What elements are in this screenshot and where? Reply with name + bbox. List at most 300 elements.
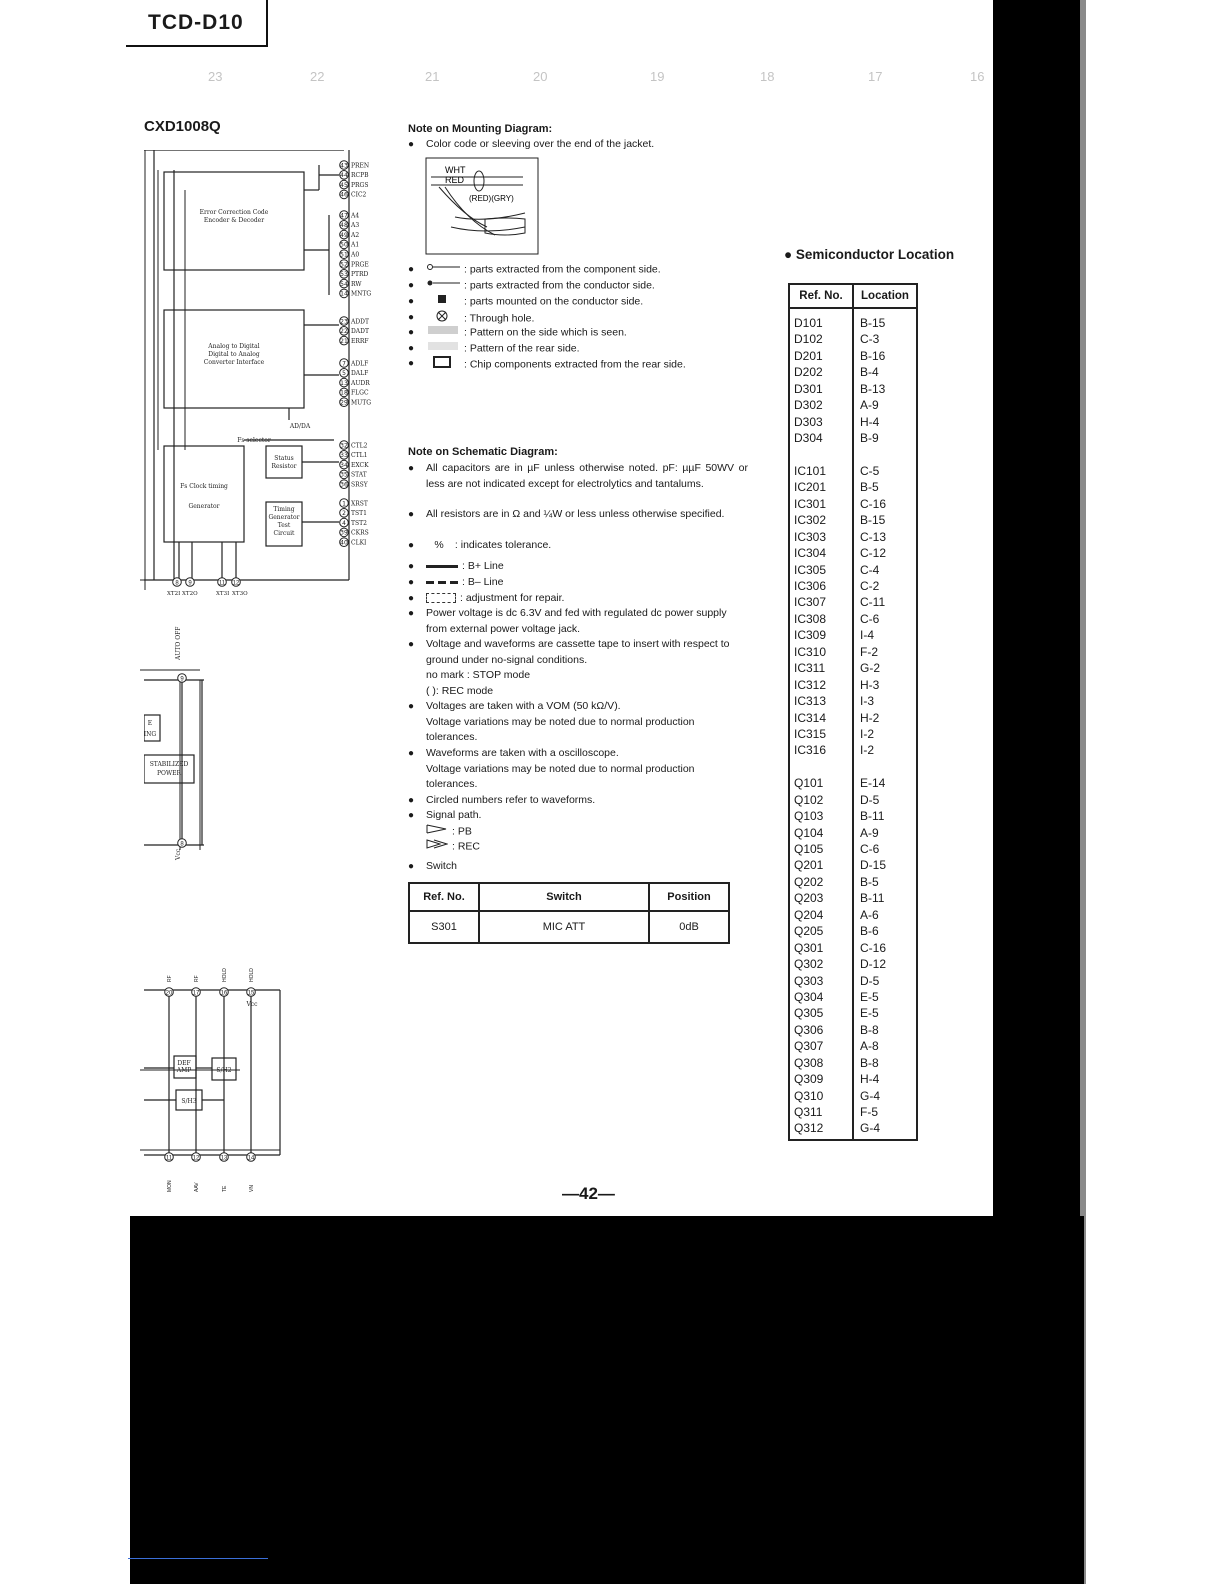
- pin-name: A3: [351, 222, 360, 230]
- pin-number: 53: [340, 271, 348, 279]
- ic-pin: [340, 388, 369, 397]
- schematic-notes-title: Note on Schematic Diagram:: [408, 446, 558, 458]
- pin-number: 12: [192, 1155, 200, 1162]
- pin-name: XRST: [351, 500, 368, 508]
- ic-pin: [340, 509, 367, 518]
- ic-pin: [340, 470, 367, 479]
- semi-location: C-11: [860, 595, 886, 610]
- semi-location: I-2: [860, 743, 875, 758]
- pin-name: DADT: [351, 328, 369, 336]
- ic-pin: [340, 359, 369, 368]
- adc-label-1: Analog to Digital: [208, 343, 260, 350]
- semiconductor-title-text: Semiconductor Location: [795, 247, 955, 262]
- pin-name: EXCK: [351, 461, 369, 469]
- pin-number: 13: [220, 1155, 228, 1162]
- pin-name: TST2: [351, 519, 367, 527]
- grid-number: 20: [533, 69, 548, 84]
- note-bplus: ● : B+ Line: [408, 560, 504, 572]
- semi-location: F-5: [860, 1105, 878, 1119]
- semi-ref: IC301: [794, 496, 827, 511]
- semi-location: I-3: [860, 694, 875, 709]
- switch-header-switch: Switch: [479, 883, 649, 911]
- semi-ref: Q104: [794, 825, 824, 840]
- semi-location: C-6: [860, 611, 880, 626]
- fs-selector-label: Fs selector: [237, 437, 271, 444]
- pin-number: 17: [192, 990, 200, 997]
- semi-ref: Q103: [794, 809, 824, 824]
- pin-number: 12: [232, 580, 240, 587]
- ic-pin: [165, 988, 174, 997]
- semiconductor-title: ● Semiconductor Location: [784, 247, 955, 262]
- semi-ref: Q102: [794, 792, 824, 807]
- adda-label: AD/DA: [289, 423, 311, 430]
- semi-location: B-15: [860, 513, 886, 528]
- mounting-item-text: : Chip components extracted from the rear side.: [464, 358, 686, 371]
- pb-text: : PB: [452, 825, 472, 838]
- pin-number: 40: [340, 539, 348, 547]
- def-amp-label-2: AMP: [176, 1067, 192, 1074]
- semi-location: A-6: [860, 907, 879, 922]
- mounting-item-text: : parts mounted on the conductor side.: [464, 295, 644, 308]
- mounting-item: ● : Chip components extracted from the rear side.: [408, 356, 748, 374]
- tolerance-text: : indicates tolerance.: [454, 539, 552, 551]
- conductor-mounted-icon: [426, 294, 460, 310]
- adc-label-3: Converter Interface: [203, 359, 265, 366]
- note-capacitors: ● All capacitors are in µF unless otherwise noted. pF: µµF 50WV or less are not indicated except for electrolytics and tantalums.: [408, 462, 748, 490]
- switch-ref: S301: [409, 911, 479, 943]
- semi-ref: IC310: [794, 644, 827, 659]
- ic-pin: [340, 378, 371, 387]
- pin-name: AUDR: [351, 379, 370, 387]
- semi-location: B-5: [860, 874, 879, 889]
- note-modes: no mark : STOP mode ( ): REC mode: [426, 669, 531, 697]
- ic-pin: [247, 988, 256, 997]
- semi-ref: D101: [794, 316, 823, 330]
- note-adjust: ● : adjustment for repair.: [408, 592, 565, 604]
- ic-title: CXD1008Q: [144, 118, 221, 135]
- switch-header-ref: Ref. No.: [409, 883, 479, 911]
- pin-number: 52: [340, 261, 348, 269]
- ic-pin: [340, 190, 367, 199]
- ic-pin: [220, 1153, 229, 1162]
- note-vom: ● Voltages are taken with a VOM (50 kΩ/V). Voltage variations may be noted due to normal production tolerances.: [408, 700, 695, 743]
- note-signal: ● Signal path.: [408, 809, 482, 821]
- pin-number: 29: [340, 399, 348, 407]
- semi-ref: Q306: [794, 1022, 824, 1037]
- semi-ref: D201: [794, 348, 823, 363]
- mounting-item: ● : Through hole.: [408, 310, 748, 328]
- grid-number: 16: [970, 69, 985, 84]
- pin-name: CIC2: [351, 191, 367, 199]
- pin-name: ADDT: [351, 318, 369, 326]
- ecc-label-1: Error Correction Code: [199, 209, 269, 216]
- wire-label-redgry: (RED)(GRY): [469, 194, 514, 203]
- mounting-item-text: : Pattern of the rear side.: [464, 342, 580, 355]
- bplus-text: : B+ Line: [462, 560, 504, 572]
- semi-ref: Q301: [794, 940, 824, 955]
- grid-number: 22: [310, 69, 325, 84]
- pin-name: XT3I: [216, 591, 230, 597]
- semi-ref: Q302: [794, 957, 824, 972]
- ic-pin: [247, 1153, 256, 1162]
- ic-pin: [340, 398, 372, 407]
- semi-ref: D303: [794, 414, 823, 429]
- pin-number: 1: [342, 500, 346, 508]
- chip-component-icon: [426, 356, 460, 374]
- def-amp-label-1: DEF: [177, 1060, 191, 1067]
- stabilized-label-2: POWER: [156, 770, 182, 777]
- semi-ref: Q308: [794, 1055, 824, 1070]
- semi-location: D-5: [860, 792, 880, 807]
- semi-location: B-11: [860, 809, 885, 824]
- switch-table: [408, 882, 730, 944]
- semi-ref: Q303: [794, 973, 824, 988]
- semi-location: C-13: [860, 529, 887, 544]
- wire-jacket-illustration: [425, 157, 539, 255]
- grid-number: 23: [208, 69, 223, 84]
- mounting-item-text: : parts extracted from the conductor side.: [464, 279, 655, 292]
- pin-number: 16: [220, 990, 228, 997]
- wire-label-red: RED: [445, 175, 465, 185]
- semi-ref: IC311: [794, 661, 826, 676]
- status-block: [266, 446, 302, 478]
- pin-number: 13: [340, 379, 348, 387]
- ic-pin: [340, 451, 368, 460]
- clock-block: [164, 446, 244, 542]
- clock-label-1: Fs Clock timing: [180, 483, 228, 490]
- pin-name: STAT: [351, 471, 367, 479]
- ic-pin: [340, 538, 367, 547]
- semi-ref: D304: [794, 431, 823, 446]
- semi-ref: Q310: [794, 1088, 824, 1103]
- semi-ref: D102: [794, 332, 823, 347]
- pin-number: 47: [340, 212, 348, 220]
- mounting-item-text: : Pattern on the side which is seen.: [464, 326, 627, 339]
- vcc-label: Vcc: [246, 1001, 258, 1008]
- semi-ref: IC305: [794, 562, 827, 577]
- semi-ref: IC316: [794, 743, 827, 758]
- semi-header-location: Location: [861, 290, 909, 302]
- ic-pin: [340, 260, 369, 269]
- semi-ref: Q201: [794, 858, 824, 873]
- mounting-item: ● : parts mounted on the conductor side.: [408, 295, 644, 308]
- status-label-1: Status: [274, 455, 294, 462]
- pin-label: AAV: [194, 1182, 200, 1192]
- pin-name: DALF: [351, 370, 369, 378]
- semi-ref: IC314: [794, 710, 827, 725]
- semi-ref: D301: [794, 381, 823, 396]
- pin-name: A4: [351, 212, 360, 220]
- bminus-text: : B– Line: [462, 576, 504, 588]
- semi-ref: D202: [794, 365, 823, 380]
- pin-name: MNTG: [351, 290, 372, 298]
- rec-text: : REC: [452, 840, 481, 853]
- mounting-item-text: : Through hole.: [464, 312, 535, 325]
- pin-name: PRGS: [351, 181, 369, 189]
- pin-name: A0: [351, 251, 360, 259]
- semi-location: B-4: [860, 365, 879, 380]
- semi-location: B-9: [860, 431, 879, 446]
- pin-number: 21: [340, 337, 348, 345]
- pin-number: 54: [340, 280, 348, 288]
- scan-edge-right: [993, 0, 1084, 1216]
- semi-ref: Q204: [794, 907, 824, 922]
- vcc-side-label: Vcc: [175, 848, 182, 860]
- semiconductor-table: [788, 283, 918, 1141]
- pin-name: ERRF: [351, 337, 369, 345]
- note-circled: ● Circled numbers refer to waveforms.: [408, 794, 596, 806]
- pin-name: TST1: [351, 510, 367, 518]
- ic-pin: [340, 480, 369, 489]
- ic-pin: [340, 528, 369, 537]
- note-waveforms: ● Waveforms are taken with a oscilloscope. Voltage variations may be noted due to normal production tolerances.: [408, 747, 695, 790]
- semi-ref: IC201: [794, 480, 827, 495]
- pin-label: RF: [194, 975, 200, 982]
- pin-name: CKRS: [351, 529, 369, 537]
- semi-location: C-12: [860, 546, 887, 561]
- pin-label: MON: [167, 1180, 173, 1192]
- semi-ref: Q309: [794, 1072, 824, 1087]
- ic-pin: [192, 1153, 201, 1162]
- adjust-symbol: [426, 593, 456, 603]
- ic-pin: [340, 327, 369, 336]
- pin-name: MUTG: [351, 399, 371, 407]
- wire-label-wht: WHT: [445, 165, 466, 175]
- pin-label: RF: [167, 975, 173, 982]
- pin-number: 35: [340, 471, 348, 479]
- ic-pin: [340, 270, 369, 279]
- tolerance-symbol: %: [434, 539, 444, 551]
- semi-location: B-16: [860, 348, 886, 363]
- pin-number: 51: [340, 251, 348, 259]
- pin-name: RW: [351, 280, 362, 288]
- pin-number: 22: [340, 328, 348, 336]
- semi-location: B-15: [860, 316, 886, 330]
- semi-ref: IC309: [794, 628, 827, 643]
- semi-ref: IC307: [794, 595, 827, 610]
- semi-location: C-6: [860, 842, 880, 856]
- pin-name: CTL2: [351, 442, 368, 450]
- model-name: TCD-D10: [148, 10, 244, 34]
- pin-name: FLGC: [351, 389, 369, 397]
- ic-pin: [340, 171, 369, 180]
- pin-name: ADLF: [351, 360, 369, 368]
- ic-pin: [165, 1153, 174, 1162]
- pin-number: 8: [180, 841, 184, 848]
- semi-ref: D302: [794, 398, 823, 413]
- pin-number: 4: [342, 519, 346, 527]
- ic-pin: [340, 279, 363, 288]
- semi-location: C-16: [860, 496, 887, 511]
- semi-location: A-9: [860, 398, 879, 413]
- mounting-item: ● : parts extracted from the component side.: [408, 263, 661, 276]
- ic-pin: [192, 988, 201, 997]
- stabilized-label-1: STABILIZED: [149, 761, 189, 768]
- pin-name: PTRD: [351, 271, 369, 279]
- pin-label: VN: [249, 1185, 255, 1192]
- pin-label: HOLD: [249, 968, 255, 982]
- pin-number: 18: [340, 389, 348, 397]
- grid-number: 19: [650, 69, 665, 84]
- model-header: [126, 0, 268, 47]
- semi-ref: Q305: [794, 1006, 824, 1021]
- pin-name: XT2I: [167, 591, 181, 597]
- semi-ref: Q203: [794, 891, 824, 906]
- semi-location: B-8: [860, 1055, 879, 1070]
- semi-location: A-9: [860, 825, 879, 840]
- pin-name: CLKI: [351, 539, 367, 547]
- semi-location: C-4: [860, 562, 880, 577]
- pin-number: 50: [340, 241, 348, 249]
- ic-pin: [178, 674, 187, 683]
- pin-name: XT2O: [182, 591, 198, 597]
- semi-ref: IC306: [794, 579, 827, 593]
- pin-number: 33: [340, 452, 348, 460]
- semi-ref: IC308: [794, 611, 827, 626]
- semi-location: B-6: [860, 924, 879, 939]
- semi-location: E-5: [860, 989, 879, 1004]
- auto-off-label: AUTO OFF: [175, 626, 182, 660]
- clock-label-2: Generator: [188, 503, 220, 510]
- semi-location: G-4: [860, 1088, 881, 1103]
- pin-label: TE: [222, 1185, 228, 1192]
- semi-ref: Q202: [794, 874, 824, 889]
- ic-pin: [178, 839, 187, 848]
- partial-box-label-1: E: [147, 720, 153, 727]
- mounting-item: ● : Pattern of the rear side.: [408, 342, 580, 355]
- ic-pin: [340, 161, 369, 170]
- pattern-rear-icon: [426, 341, 460, 357]
- semi-ref: IC315: [794, 726, 827, 741]
- ic-pin: [340, 499, 368, 508]
- bminus-line-symbol: [426, 581, 458, 584]
- semi-ref: IC312: [794, 677, 827, 692]
- semi-location: C-2: [860, 579, 880, 593]
- semi-location: D-5: [860, 973, 880, 988]
- semi-location: B-13: [860, 381, 886, 396]
- ic-pin: [340, 336, 369, 345]
- mounting-color-code: ● Color code or sleeving over the end of the jacket.: [408, 138, 655, 150]
- semi-location: H-4: [860, 414, 880, 429]
- scan-edge-bottom: [130, 1216, 1084, 1584]
- grid-number: 17: [868, 69, 883, 84]
- table-row: [409, 911, 729, 943]
- semi-location: E-14: [860, 776, 886, 791]
- conductor-side-icon: [426, 278, 460, 294]
- mounting-item: ● : Pattern on the side which is seen.: [408, 326, 627, 339]
- pattern-seen-icon: [426, 325, 460, 341]
- semi-ref: Q101: [794, 776, 824, 791]
- pin-number: 20: [165, 990, 173, 997]
- pin-name: PREN: [351, 162, 370, 170]
- semi-header-ref: Ref. No.: [790, 285, 854, 307]
- semi-ref: Q105: [794, 842, 824, 856]
- pin-number: 39: [340, 529, 348, 537]
- note-rec: [408, 839, 748, 855]
- pin-number: 49: [340, 231, 348, 239]
- pin-number: 7: [342, 360, 346, 368]
- bplus-line-symbol: [426, 565, 458, 568]
- pin-name: RCPB: [351, 172, 369, 180]
- mounting-item: ● : parts extracted from the conductor side.: [408, 279, 655, 292]
- semi-ref: IC313: [794, 694, 827, 709]
- component-side-icon: [426, 262, 460, 278]
- semi-ref: IC101: [794, 463, 827, 478]
- switch-position: 0dB: [649, 911, 729, 943]
- grid-number: 18: [760, 69, 775, 84]
- ic-pin: [340, 369, 369, 378]
- switch-name: MIC ATT: [479, 911, 649, 943]
- semi-location: D-15: [860, 858, 887, 873]
- pin-number: 11: [218, 580, 226, 587]
- note-tolerance: ● % : indicates tolerance.: [408, 538, 748, 554]
- pin-name: CTL1: [351, 452, 368, 460]
- semi-ref: Q307: [794, 1039, 824, 1054]
- note-bminus: ● : B– Line: [408, 576, 504, 588]
- adc-label-2: Digital to Analog: [208, 351, 260, 358]
- pin-number: 2: [342, 510, 346, 518]
- note-power: ● Power voltage is dc 6.3V and fed with regulated dc power supply from external power voltage jack.: [408, 607, 727, 635]
- sh2-label: S/H2: [216, 1067, 232, 1074]
- mounting-item-text: : parts extracted from the component side.: [464, 263, 661, 276]
- pin-number: 5: [342, 370, 346, 378]
- semi-ref: Q304: [794, 989, 824, 1004]
- note-resistors: ● All resistors are in Ω and ¼W or less unless otherwise specified.: [408, 508, 725, 520]
- pin-name: PRGE: [351, 261, 369, 269]
- ic-pin: [220, 988, 229, 997]
- ic-pin: [340, 317, 369, 326]
- semi-location: H-4: [860, 1072, 880, 1087]
- rec-arrow-icon: [426, 839, 448, 855]
- mounting-title: Note on Mounting Diagram:: [408, 123, 553, 135]
- semi-ref: Q312: [794, 1121, 824, 1136]
- ic-pin: [340, 289, 372, 298]
- note-switch: ● Switch: [408, 860, 457, 872]
- pin-name: SRSY: [351, 481, 368, 489]
- semi-location: B-5: [860, 480, 879, 495]
- semi-location: I-4: [860, 628, 875, 643]
- pb-arrow-icon: [426, 824, 448, 840]
- note-voltage: ● Voltage and waveforms are cassette tape to insert with respect to ground under no-signal conditions.: [408, 638, 730, 666]
- semi-ref: IC304: [794, 546, 827, 561]
- timing-label-4: Circuit: [273, 530, 295, 537]
- ic-pin: [340, 441, 368, 450]
- pin-number: 15: [247, 990, 255, 997]
- semi-location: C-5: [860, 463, 880, 478]
- semi-location: G-2: [860, 661, 881, 676]
- ic-pin: [340, 460, 369, 469]
- ic-pin: [340, 180, 369, 189]
- pin-number: 46: [340, 191, 348, 199]
- ecc-label-2: Encoder & Decoder: [203, 217, 265, 224]
- semi-location: C-3: [860, 332, 880, 347]
- semi-location: H-3: [860, 677, 880, 692]
- pin-number: 14: [340, 290, 348, 298]
- semi-location: B-8: [860, 1022, 879, 1037]
- pin-number: 9: [180, 676, 184, 683]
- page-number: —42—: [562, 1184, 615, 1203]
- pin-number: 32: [340, 442, 348, 450]
- pin-number: 43: [340, 162, 348, 170]
- pin-number: 14: [247, 1155, 255, 1162]
- pin-label: HOLD: [222, 968, 228, 982]
- partial-box-label-2: ING: [144, 731, 157, 738]
- pin-number: 11: [165, 1155, 173, 1162]
- semi-location: A-8: [860, 1039, 879, 1054]
- semi-location: C-16: [860, 940, 887, 955]
- semi-location: H-2: [860, 710, 880, 725]
- pin-number: 44: [340, 172, 348, 180]
